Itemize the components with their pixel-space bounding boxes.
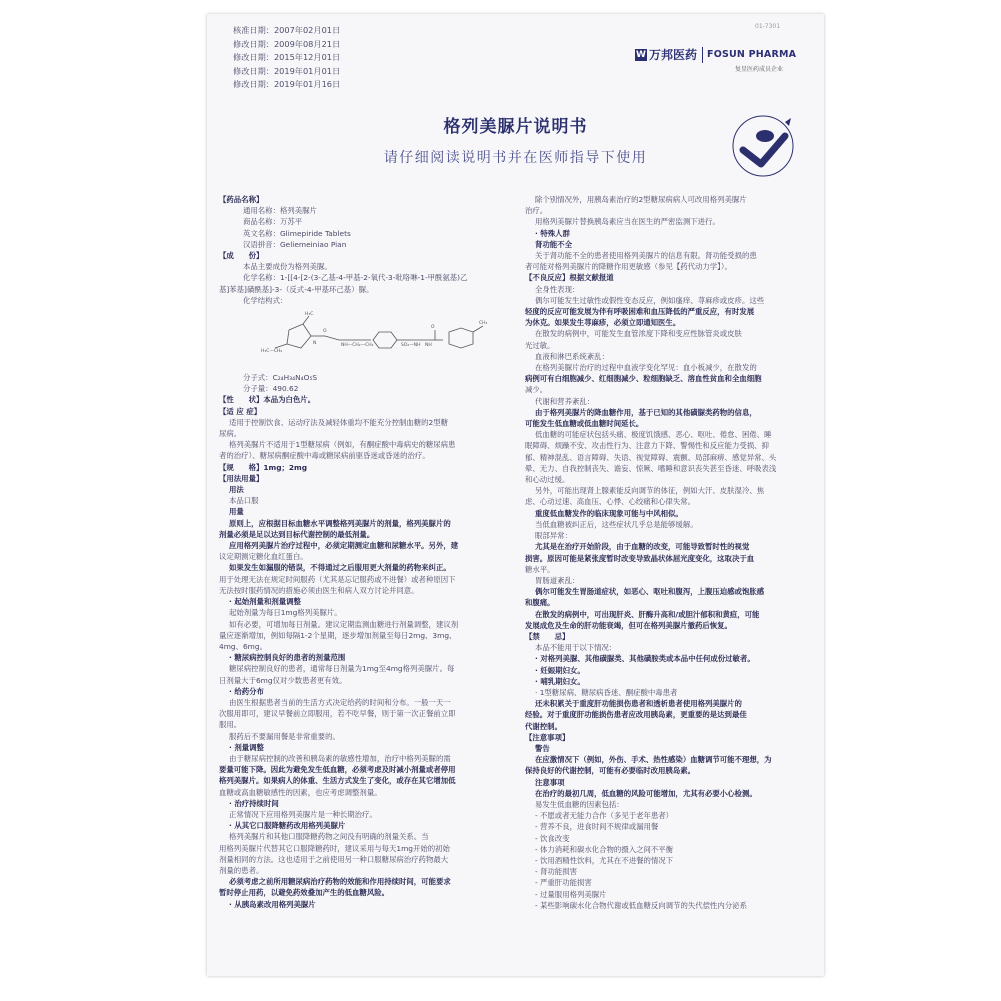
text-line: 原则上，应根据目标血糖水平调整格列美脲片的剂量，格列美脲片的: [229, 518, 451, 528]
text-line: 起始剂量为每日1mg格列美脲片。: [229, 608, 342, 618]
section-heading: 【药品名称】: [219, 195, 264, 204]
text-line: 商品名称：万苏平: [243, 217, 303, 227]
list-item: - 不愿或者无能力合作（多见于老年患者）: [535, 811, 674, 821]
text-line: 议定期测定糖化血红蛋白。: [219, 552, 308, 562]
text-line: 4mg、6mg。: [219, 641, 267, 651]
list-item: · 哺乳期妇女。: [535, 676, 585, 686]
text-line: 暂时停止用药，以避免药效叠加产生的低血糖风险。: [219, 888, 389, 898]
text-line: 在散发的病例中，可能发生血管浓度下降和变应性脉管炎或皮肤: [535, 329, 742, 339]
text-line: 剂量相同的方法。这也适用于之前使用另一种口服糖尿病治疗药物最大: [219, 854, 449, 864]
text-line: 由于糖尿病控制的改善和胰岛素的敏感性增加，治疗中格列美脲的需: [229, 753, 451, 763]
approval-dates: [233, 24, 340, 92]
brand-logo: [635, 46, 796, 73]
subheading: 肾功能不全: [535, 239, 572, 249]
chemical-structure: [219, 306, 519, 372]
subheading: · 起始剂量和剂量调整: [229, 597, 301, 607]
brand-subtitle: 复星医药成员企业: [735, 66, 784, 73]
list-item: - 饮食改变: [535, 833, 570, 843]
text-line: 本品口服: [229, 496, 259, 506]
date-line: 修改日期：2015年12月01日: [233, 52, 341, 63]
subheading: 警告: [535, 743, 550, 753]
text-line: 分子式：C₂₄H₃₄N₄O₅S: [243, 373, 318, 383]
text-line: 治疗。: [525, 206, 548, 216]
text-line: 偶尔可能发生胃肠道症状，如恶心、呕吐和腹泻，上腹压迫感或饱胀感: [535, 587, 765, 597]
brand-mark-icon: W: [636, 49, 646, 60]
document-subtitle: 请仔细阅读说明书并在医师指导下使用: [383, 150, 648, 166]
text-line: 保持良好的代谢控制，可能有必要临时改用胰岛素。: [525, 766, 695, 776]
text-line: 轻度的反应可能发展为伴有呼吸困难和血压降低的严重反应，有时发展: [525, 307, 755, 317]
brand-name-en: FOSUN PHARMA: [707, 49, 797, 60]
text-line: 者可能对格列美脲片的降糖作用更敏感（参见【药代动力学】）。: [525, 262, 732, 272]
list-item: - 过量服用格列美脲片: [535, 889, 607, 899]
right-column: [525, 194, 809, 911]
list-item: - 肾功能损害: [535, 867, 577, 877]
text-line: 减少。: [525, 385, 548, 395]
list-item: - 饮用酒精性饮料，尤其在不进餐的情况下: [535, 855, 674, 865]
date-line: 修改日期：2019年01月16日: [233, 79, 341, 90]
text-line: 本品不能用于以下情况：: [535, 643, 617, 653]
subheading: 注意事项: [535, 777, 565, 787]
subheading: 全身性表现：: [535, 284, 580, 294]
section-heading: 【禁 忌】: [525, 631, 570, 641]
text-line: 化学名称：1-[[4-[2-(3-乙基-4-甲基-2-氧代-3-吡咯啉-1-甲酰氨基)乙: [243, 273, 468, 283]
text-line: 用格列美脲片替换胰岛素应当在医生的严密监测下进行。: [535, 217, 720, 227]
subheading: 用量: [229, 507, 244, 517]
subheading: · 从其它口服降糖药改用格列美脲片: [229, 821, 346, 831]
text-line: 代谢控制。: [525, 721, 562, 731]
text-line: 用格列美脲片代替其它口服降糖药时，建议采用与每天1mg开始的初始: [219, 843, 450, 853]
doc-code: 01-7301: [755, 23, 781, 30]
text-line: 糖水平。: [525, 564, 555, 574]
structure-diagram-icon: [259, 308, 499, 370]
text-line: 汉语拼音：Geliemeiniao Pian: [243, 239, 347, 249]
left-column: [219, 194, 519, 910]
text-line: 分子量：490.62: [243, 384, 299, 394]
text-line: 适用于控制饮食、运动疗法及减轻体重均不能充分控制血糖的2型糖: [229, 417, 449, 427]
text-line: 剂量必须是足以达到目标代谢控制的最低剂量。: [219, 529, 375, 539]
subheading: 用法: [229, 485, 244, 495]
insert-sheet: [207, 14, 824, 976]
section-heading: 【注意事项】: [525, 732, 570, 742]
text-line: 要量可能下降。因此为避免发生低血糖，必须考虑及时减小剂量或者停用: [219, 765, 456, 775]
section-heading: 【适 应 症】: [219, 406, 262, 416]
text-line: 发展成危及生命的肝功能衰竭，但可在格列美脲片撤药后恢复。: [525, 620, 732, 630]
subheading: · 特殊人群: [535, 228, 570, 238]
text-line: 由于格列美脲片的降血糖作用，基于已知的其他磺脲类药物的信息，: [535, 407, 757, 417]
text-line: 和腹痛。: [525, 598, 555, 608]
svg-text:H₃C—CH₂: H₃C—CH₂: [261, 349, 283, 355]
list-item: - 某些影响碳水化合物代谢或低血糖反向调节的失代偿性内分泌系: [535, 900, 747, 910]
text-line: 易发生低血糖的因素包括：: [535, 799, 624, 809]
text-line: 化学结构式：: [243, 295, 288, 305]
text-line: 剂量的患者。: [219, 865, 264, 875]
svg-text:O: O: [431, 325, 435, 331]
text-line: 通用名称：格列美脲片: [243, 206, 317, 216]
svg-text:NH—CH₂—CH₂: NH—CH₂—CH₂: [341, 343, 374, 349]
text-line: 郁、精神混乱、语言障碍、失语、视觉障碍、震颤、局部麻痹、感觉异常、头: [525, 452, 777, 462]
text-line: 在格列美脲片治疗的过程中血液学变化罕见：血小板减少，在散发的: [535, 363, 757, 373]
text-line: 无法按时服药情况的措施必须由医生和病人双方讨论并同意。: [219, 585, 419, 595]
list-item: - 体力消耗和碳水化合物的摄入之间不平衡: [535, 844, 674, 854]
section-heading: 【性 状】本品为白色片。: [219, 395, 316, 405]
brand-divider: [702, 47, 703, 63]
text-line: 由医生根据患者当前的生活方式决定给药的时间和分布。一般一天一: [229, 697, 451, 707]
text-line: 为休克。如果发生荨麻疹，必须立即通知医生。: [525, 318, 681, 328]
brand-name-cn: 万邦医药: [649, 48, 698, 62]
text-line: 英文名称：Glimepiride Tablets: [243, 228, 351, 238]
text-line: 格列美脲片不适用于1型糖尿病（例如，有酮症酸中毒病史的糖尿病患: [229, 440, 456, 450]
document-title: 格列美脲片说明书: [443, 117, 588, 137]
text-line: 光过敏。: [525, 340, 555, 350]
section-heading: 【不良反应】根据文献报道: [525, 273, 614, 283]
text-line: 当低血糖被纠正后，这些症状几乎总是能够缓解。: [535, 519, 698, 529]
text-line: 病例可有白细胞减少、红细胞减少、粒细胞缺乏、溶血性贫血和全血细胞: [525, 374, 762, 384]
text-line: 日剂量大于6mg仅对少数患者更有效。: [219, 675, 347, 685]
list-item: · 妊娠期妇女。: [535, 665, 585, 675]
text-line: 低血糖的可能症状包括头痛、极度饥饿感、恶心、呕吐、倦怠、困倦、睡: [535, 430, 772, 440]
text-line: 尤其是在治疗开始阶段，由于血糖的改变，可能导致暂时性的视觉: [535, 542, 750, 552]
text-line: 重度低血糖发作的临床现象可能与中风相似。: [535, 508, 683, 518]
text-line: 次服用即可，建议早餐前立即服用，若不吃早餐，则于第一次正餐前立即: [219, 709, 456, 719]
text-line: 经验。对于重度肝功能损伤患者应改用胰岛素，更重要的是达到最佳: [525, 710, 747, 720]
text-line: 者的治疗）、糖尿病酮症酸中毒或糖尿病前驱昏迷或昏迷的治疗。: [219, 451, 430, 461]
section-heading: 【规 格】1mg；2mg: [219, 462, 308, 472]
text-line: 可能发生低血糖或低血糖时间延长。: [525, 419, 644, 429]
text-line: 尿病。: [219, 429, 242, 439]
text-line: 服用。: [219, 720, 242, 730]
text-line: 格列美脲片和其他口服降糖药物之间没有明确的剂量关系。当: [229, 832, 429, 842]
text-line: 格列美脲片。如果病人的体重、生活方式发生了变化，或存在其它增加低: [219, 776, 456, 786]
svg-text:CH₃: CH₃: [479, 321, 488, 327]
subheading: · 从胰岛素改用格列美脲片: [229, 899, 316, 909]
text-line: 晕、无力、自我控制丧失、谵妄、惊厥、嗜睡和意识丧失甚至昏迷、呼吸表浅: [525, 463, 777, 473]
subheading: · 治疗持续时间: [229, 798, 279, 808]
text-line: 偶尔可能发生过敏性或假性变态反应，例如瘙痒、荨麻疹或皮疹。这些: [535, 295, 765, 305]
text-line: 应用格列美脲片治疗过程中，必须定期测定血糖和尿糖水平。另外，建: [229, 541, 459, 551]
text-line: 除个别情况外，用胰岛素治疗的2型糖尿病病人可改用格列美脲片: [535, 195, 747, 204]
section-heading: 【用法用量】: [219, 473, 264, 483]
text-line: 糖尿病控制良好的患者，通常每日剂量为1mg至4mg格列美脲片。每: [229, 664, 455, 674]
subheading: 胃肠道紊乱：: [535, 575, 580, 585]
subheading: · 糖尿病控制良好的患者的剂量范围: [229, 653, 346, 663]
date-line: 修改日期：2009年08月21日: [233, 38, 341, 49]
text-line: 另外，可能出现肾上腺素能反向调节的体征，例如大汗、皮肤湿冷、焦: [535, 486, 765, 496]
subheading: · 剂量调整: [229, 742, 264, 752]
svg-text:H₃C: H₃C: [305, 312, 314, 318]
text-line: 用于处理无法在规定时间服药（尤其是忘记服药或不进餐）或者种原因下: [219, 574, 456, 584]
text-line: 如果发生如漏服的错误，不得通过之后服用更大剂量的药物来纠正。: [229, 563, 451, 573]
subheading: 血液和淋巴系统紊乱：: [535, 351, 609, 361]
section-heading: 【成 份】: [219, 251, 264, 261]
svg-text:SO₂—NH: SO₂—NH: [401, 343, 421, 349]
text-line: 血糖或高血糖敏感性的因素，也应考虑调整剂量。: [219, 787, 382, 797]
text-line: 服药后不要漏用餐是非常重要的。: [229, 731, 340, 741]
svg-text:NH: NH: [425, 343, 432, 349]
list-item: · 对格列美脲、其他磺脲类、其他磺胺类或本品中任何成份过敏者。: [535, 654, 755, 664]
subheading: · 给药分布: [229, 686, 264, 696]
date-line: 修改日期：2019年01月01日: [233, 65, 341, 76]
text-line: 正常情况下应用格列美脲片是一种长期治疗。: [229, 809, 377, 819]
text-line: 本品主要成份为格列美脲。: [243, 262, 332, 272]
text-line: 在治疗的最初几周，低血糖的风险可能增加，尤其有必要小心检测。: [535, 788, 757, 798]
text-line: 和心动过缓。: [525, 475, 570, 485]
text-line: 在散发的病例中，可出现肝炎、肝酶升高和/或胆汁郁积和黄疸，可能: [535, 609, 760, 619]
text-line: 量应逐渐增加，例如每隔1-2个星期，逐步增加剂量至每日2mg、3mg、: [219, 630, 457, 640]
list-item: - 严重肝功能损害: [535, 878, 592, 888]
text-line: 如有必要，可增加每日剂量。建议定期监测血糖进行剂量调整，建议剂: [229, 619, 459, 629]
text-line: 在应激情况下（例如，外伤、手术、热性感染）血糖调节可能不理想，为: [535, 755, 772, 765]
text-line: 眠障碍、烦躁不安、攻击性行为、注意力下降、警惕性和反应能力受损、抑: [525, 441, 769, 451]
date-line: 核准日期：2007年02月01日: [233, 25, 341, 35]
list-item: - 营养不良，进食时间不规律或漏用餐: [535, 822, 659, 832]
svg-text:O: O: [323, 329, 327, 335]
list-item: · 1型糖尿病、糖尿病昏迷、酮症酸中毒患者: [535, 687, 678, 697]
svg-text:N: N: [313, 341, 317, 347]
subheading: 眼部异常：: [535, 531, 572, 541]
text-line: 必须考虑之前所用糖尿病治疗药物的效能和作用持续时间，可能要求: [229, 877, 451, 887]
subheading: 代谢和营养紊乱：: [535, 396, 595, 406]
text-line: 还未积累关于重度肝功能损伤患者和透析患者使用格列美脲片的: [535, 699, 742, 709]
text-line: 关于肾功能不全的患者使用格列美脲片的信息有限。肾功能受损的患: [535, 251, 757, 261]
text-line: 基]苯基]磺酰基]-3-（反式-4-甲基环己基）脲。: [219, 284, 374, 294]
text-line: 虑、心动过速、高血压、心悸、心绞痛和心律失常。: [525, 497, 695, 507]
text-line: 损害。原因可能是紧张度暂时改变导致晶状体屈光度变化，这取决于血: [525, 553, 755, 563]
